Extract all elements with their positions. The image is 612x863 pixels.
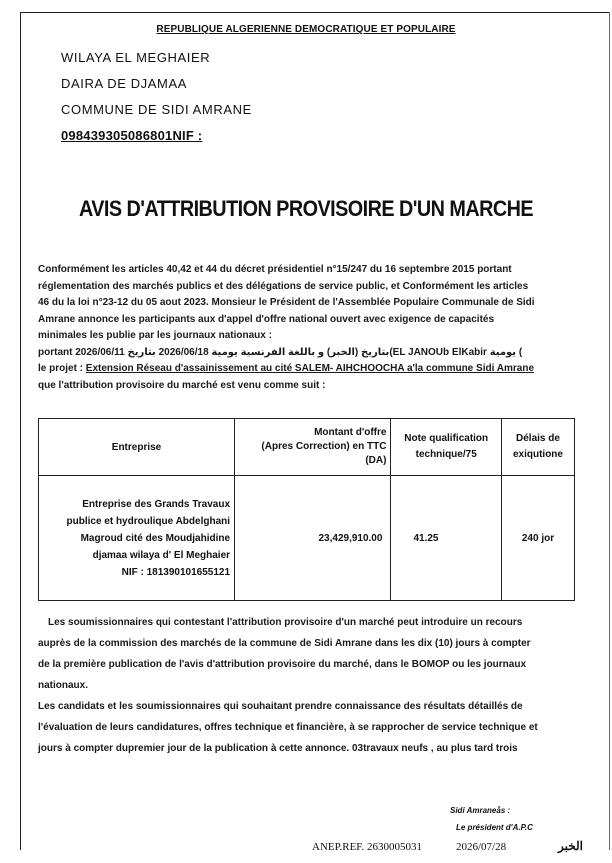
intro-line: minimales les publie par les journaux nationaux : — [38, 330, 272, 341]
commune-line: COMMUNE DE SIDI AMRANE — [61, 102, 252, 117]
recours-line: auprès de la commission des marchés de la commune de Sidi Amrane dans les dix (10) jours à compter — [38, 638, 531, 649]
entreprise-line: Magroud cité des Moudjahidine — [80, 532, 231, 544]
entreprise-nif: NIF : 181390101655121 — [121, 566, 231, 578]
notice-title: AVIS D'ATTRIBUTION PROVISOIRE D'UN MARCHE — [78, 196, 534, 221]
header-montant-line: Montant d'offre — [314, 427, 387, 438]
daira-line: DAIRA DE DJAMAA — [61, 76, 188, 91]
cell-entreprise — [39, 476, 235, 601]
project-name: Extension Réseau d'assainissement au cité SALEM- AIHCHOOCHA a'la commune Sidi Amrane — [85, 363, 535, 374]
table-header-row — [39, 419, 575, 476]
header-montant-line: (DA) — [365, 455, 387, 466]
header-note-line: Note qualification — [404, 433, 489, 444]
intro-line: que l'attribution provisoire du marché est venu comme suit : — [38, 379, 326, 391]
anep-reference: ANEP.REF. 2630005031 — [312, 841, 423, 853]
header-delai-line: exiqutione — [512, 449, 563, 460]
intro-line: Amrane annonce les participants aux d'appel d'offre national ouvert avec exigence de capacités — [38, 313, 495, 325]
header-entreprise: Entreprise — [39, 419, 235, 476]
recours-line: de la première publication de l'avis d'attribution provisoire du marché, dans le BOMOP ou les journaux — [38, 659, 527, 670]
frame-left-border — [20, 12, 21, 850]
header-montant-line: (Apres Correction) en TTC — [261, 441, 387, 452]
candidats-line: jours à compter dupremier jour de la publication à cette annonce. 03travaux neufs , au plus tard trois — [38, 743, 518, 754]
header-note-line: technique/75 — [415, 449, 477, 460]
intro-line: 46 du la loi n°23-12 du 05 aout 2023. Monsieur le Président de l'Assemblée Populaire Communale de Sidi — [38, 297, 535, 308]
intro-line-journals: portant 2026/06/11 بتاريخ (الخبر) و باللغة الفرنسية يومية 2026/06/18 بتاريخ(EL JANOUb ElKabir يومية ( — [38, 346, 523, 358]
award-table — [38, 418, 575, 601]
entreprise-line: publice et hydroulique Abdelghani — [66, 515, 231, 527]
project-line — [38, 361, 578, 378]
publication-date: 2026/07/28 — [456, 841, 507, 853]
candidats-line: l'évaluation de leurs candidatures, offres technique et financière, à se rapprocher de service technique et — [38, 722, 538, 733]
nif-line: 098439305086801NIF : — [61, 128, 203, 143]
cell-note: 41.25 — [391, 476, 502, 601]
frame-right-border — [609, 12, 610, 850]
intro-line: Conformément les articles 40,42 et 44 du décret présidentiel n°15/247 du 16 septembre 2015 portant — [38, 264, 512, 275]
project-prefix: le projet : — [38, 363, 86, 374]
republic-heading — [0, 24, 612, 35]
recours-paragraph — [38, 612, 578, 759]
signature-place: Sidi Amraneås : — [450, 806, 511, 815]
table-row — [39, 476, 575, 601]
cell-montant: 23,429,910.00 — [235, 476, 391, 601]
cell-delai: 240 jor — [501, 476, 574, 601]
frame-top-border — [20, 12, 610, 13]
newspaper-logo: الخبر — [558, 839, 583, 853]
header-montant — [235, 419, 391, 476]
republic-text: REPUBLIQUE ALGERIENNE DEMOCRATIQUE ET POPULAIRE — [156, 24, 456, 35]
candidats-line: Les candidats et les soumissionnaires qui souhaitant prendre connaissance des résultats détaillés de — [38, 701, 523, 712]
intro-paragraph — [38, 262, 578, 394]
intro-line: réglementation des marchés publics et des délégations de service public, et Conformément les articles — [38, 280, 529, 292]
recours-line: Les soumissionnaires qui contestant l'attribution provisoire d'un marché peut introduire un recours — [48, 617, 523, 628]
wilaya-line: WILAYA EL MEGHAIER — [61, 50, 211, 65]
recours-line: nationaux. — [38, 680, 89, 691]
header-delai-line: Délais de — [516, 433, 560, 444]
header-note — [391, 419, 502, 476]
entreprise-line: djamaa wilaya d' El Meghaier — [92, 549, 231, 561]
signature-role: Le président d'A.P.C — [456, 823, 533, 832]
entreprise-line: Entreprise des Grands Travaux — [82, 498, 231, 510]
header-delai — [501, 419, 574, 476]
